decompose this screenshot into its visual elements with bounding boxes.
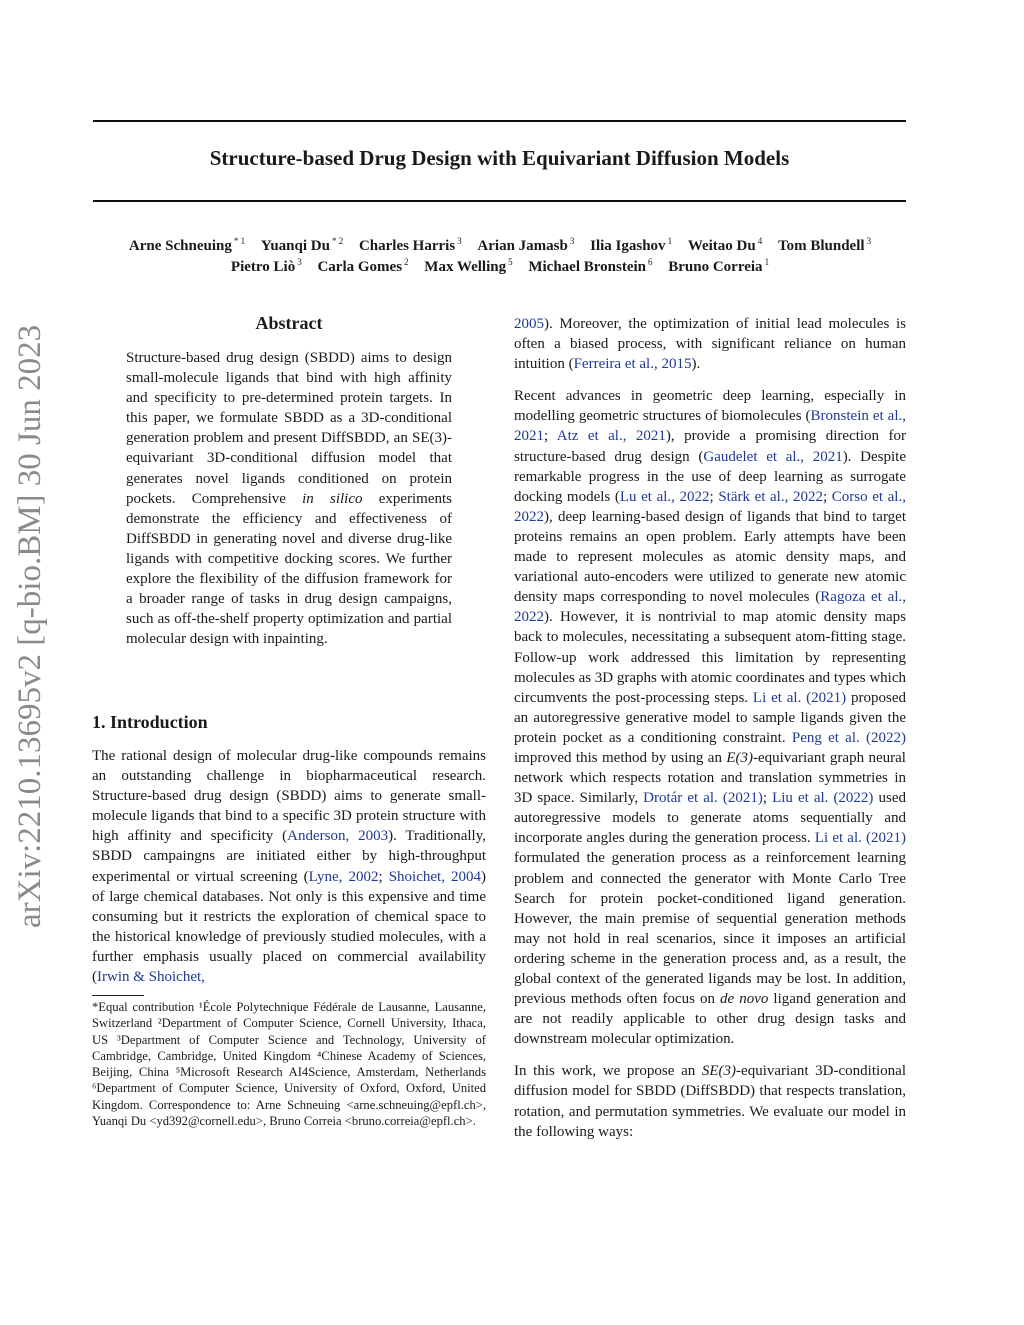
citation-link[interactable]: Lu et al., 2022 — [619, 488, 710, 505]
citation-link[interactable]: 2005 — [514, 316, 544, 332]
author: Arne Schneuing $^{* 1}$ — [128, 236, 246, 254]
citation-link[interactable]: Ragoza et al., 2022 — [514, 589, 906, 626]
citation-link[interactable]: Lyne, 2002 — [308, 868, 379, 885]
author: Bruno Correia $^1$ — [668, 257, 770, 275]
math-se3: SE(3) — [701, 1063, 737, 1080]
footnote-rule — [92, 995, 144, 996]
citation-link[interactable]: Li et al. (2021) — [814, 830, 906, 847]
citation-link[interactable]: Ferreira et al., 2015 — [573, 356, 692, 373]
math-e3: E(3) — [726, 749, 754, 766]
author: Pietro Liò $^3$ — [230, 257, 302, 275]
author: Charles Harris $^3$ — [358, 236, 462, 254]
citation-link[interactable]: Liu et al. (2022) — [772, 790, 874, 807]
abstract-heading: Abstract — [255, 313, 323, 333]
intro-paragraph-3: In this work, we propose an SE(3)-equivariant 3D-conditional diffusion model for SBDD (DiffSBDD) that respects translation, rotation, and permutation symmetries. We evaluate our model in the following ways: — [514, 1063, 906, 1140]
intro-paragraph-1: The rational design of molecular drug-like compounds remains an outstanding challenge in biopharmaceutical research. Structure-based drug design (SBDD) aims to generate small-molecule ligands that bind to a specific 3D protein structure with high affinity and specificity (Anderson, 2003). Traditionally, SBDD campaingns are initiated either by high-throughput experimental or virtual screening (Lyne, 2002; Shoichet, 2004) of large chemical databases. Not only is this expensive and time consuming but it restricts the exploration of chemical space to the historical knowledge of previously studied molecules, with a further emphasis usually placed on commercial availability (Irwin & Shoichet, — [92, 748, 487, 986]
citation-link[interactable]: Drotár et al. (2021) — [643, 790, 763, 807]
author: Arian Jamasb $^3$ — [477, 236, 575, 254]
paper-title: Structure-based Drug Design with Equivariant Diffusion Models — [209, 146, 790, 170]
author: Yuanqi Du $^{* 2}$ — [260, 236, 344, 254]
citation-link[interactable]: Stärk et al., 2022 — [718, 488, 823, 505]
arxiv-stamp: arXiv:2210.13695v2 [q-bio.BM] 30 Jun 2023 — [12, 324, 48, 928]
affiliations-footnote: *Equal contribution ¹École Polytechnique Fédérale de Lausanne, Lausanne, Switzerland ²Department of Computer Science, Cornell University, Ithaca, US ³Department of Computer Science and Technology, University of Cambridge, Cambridge, United Kingdom ⁴Chinese Academy of Sciences, Beijing, China ⁵Microsoft Research AI4Science, Amsterdam, Netherlands ⁶Department of Computer Science, University of Oxford, Oxford, United Kingdom. Correspondence to: Arne Schneuing <arne.schneuing@epfl.ch>, Yuanqi Du <yd392@cornell.edu>, Bruno Correia <bruno.correia@epfl.ch>. — [92, 1000, 486, 1129]
section-heading-introduction: 1. Introduction — [92, 712, 208, 732]
citation-link[interactable]: Shoichet, 2004 — [388, 868, 482, 885]
citation-link[interactable]: Bronstein et al., 2021 — [514, 408, 906, 445]
citation-link[interactable]: Anderson, 2003 — [287, 828, 389, 845]
intro-paragraph-2: Recent advances in geometric deep learning, especially in modelling geometric structures of biomolecules (Bronstein et al., 2021; Atz et al., 2021), provide a promising direction for structure-based drug design (Gaudelet et al., 2021). Despite remarkable progress in the use of deep learning as surrogate docking models (Lu et al., 2022; Stärk et al., 2022; Corso et al., 2022), deep learning-based design of ligands that bind to target proteins remains an open problem. Early attempts have been made to represent molecules as atomic density maps, and variational auto-encoders were utilized to generate new atomic density maps corresponding to novel molecules (Ragoza et al., 2022). However, it is nontrivial to map atomic density maps back to molecules, necessitating a subsequent atom-fitting stage. Follow-up work addressed this limitation by representing molecules as 3D graphs with atomic coordinates and types which circumvents the post-processing steps. Li et al. (2021) proposed an autoregressive generative model to sample ligands given the protein pocket as a conditioning constraint. Peng et al. (2022) improved this method by using an E(3)-equivariant graph neural network which respects rotation and translation symmetries in 3D space. Similarly, Drotár et al. (2021); Liu et al. (2022) used autoregressive models to generate atoms sequentially and incorporate angles during the generation process. Li et al. (2021) formulated the generation process as a reinforcement learning problem and connected the generator with Monte Carlo Tree Search for protein pocket-conditioned ligand generation. However, the main premise of sequential generation methods may not hold in real scenarios, since it imposes an artificial ordering scheme in the generation process and, as a result, the global context of the generated ligands may be lost. In addition, previous methods often focus on de novo ligand generation and are not readily applicable to other drug design tasks and downstream molecular optimization. — [514, 388, 906, 1048]
author: Carla Gomes $^2$ — [317, 257, 409, 275]
title-bottom-rule — [93, 200, 906, 202]
author-list-line-1 — [60, 236, 940, 255]
abstract-paragraph: Structure-based drug design (SBDD) aims to design small-molecule ligands that bind with high affinity and specificity to pre-determined protein targets. In this paper, we formulate SBDD as a 3D-conditional generation problem and present DiffSBDD, an SE(3)-equivariant 3D-conditional diffusion model that generates novel ligands conditioned on protein pockets. Comprehensive in silico experiments demonstrate the efficiency and effectiveness of DiffSBDD in generating novel and diverse drug-like ligands with competitive docking scores. We further explore the flexibility of the diffusion framework for a broader range of tasks in drug design campaigns, such as off-the-shelf property optimization and partial molecular design with inpainting. — [126, 350, 453, 648]
citation-link[interactable]: Irwin & Shoichet, — [97, 969, 205, 986]
author: Max Welling $^5$ — [424, 257, 513, 275]
citation-link[interactable]: Li et al. (2021) — [752, 689, 847, 706]
author-list-line-2 — [60, 257, 940, 276]
author: Weitao Du $^4$ — [687, 236, 763, 254]
author: Tom Blundell $^3$ — [777, 236, 872, 254]
citation-link[interactable]: Gaudelet et al., 2021 — [703, 448, 843, 465]
intro-left-column — [92, 746, 486, 987]
author: Michael Bronstein $^6$ — [528, 257, 653, 275]
citation-link[interactable]: Peng et al. (2022) — [791, 729, 906, 746]
author: Ilia Igashov $^1$ — [590, 236, 673, 254]
intro-paragraph-1-continued: 2005). Moreover, the optimization of initial lead molecules is often a biased process, with significant reliance on human intuition (Ferreira et al., 2015). — [514, 316, 906, 373]
citation-link[interactable]: Atz et al., 2021 — [556, 428, 666, 445]
abstract-body — [126, 348, 452, 649]
title-top-rule — [93, 120, 906, 122]
right-column — [514, 314, 906, 1142]
citation-link[interactable]: Corso et al., 2022 — [514, 488, 906, 525]
